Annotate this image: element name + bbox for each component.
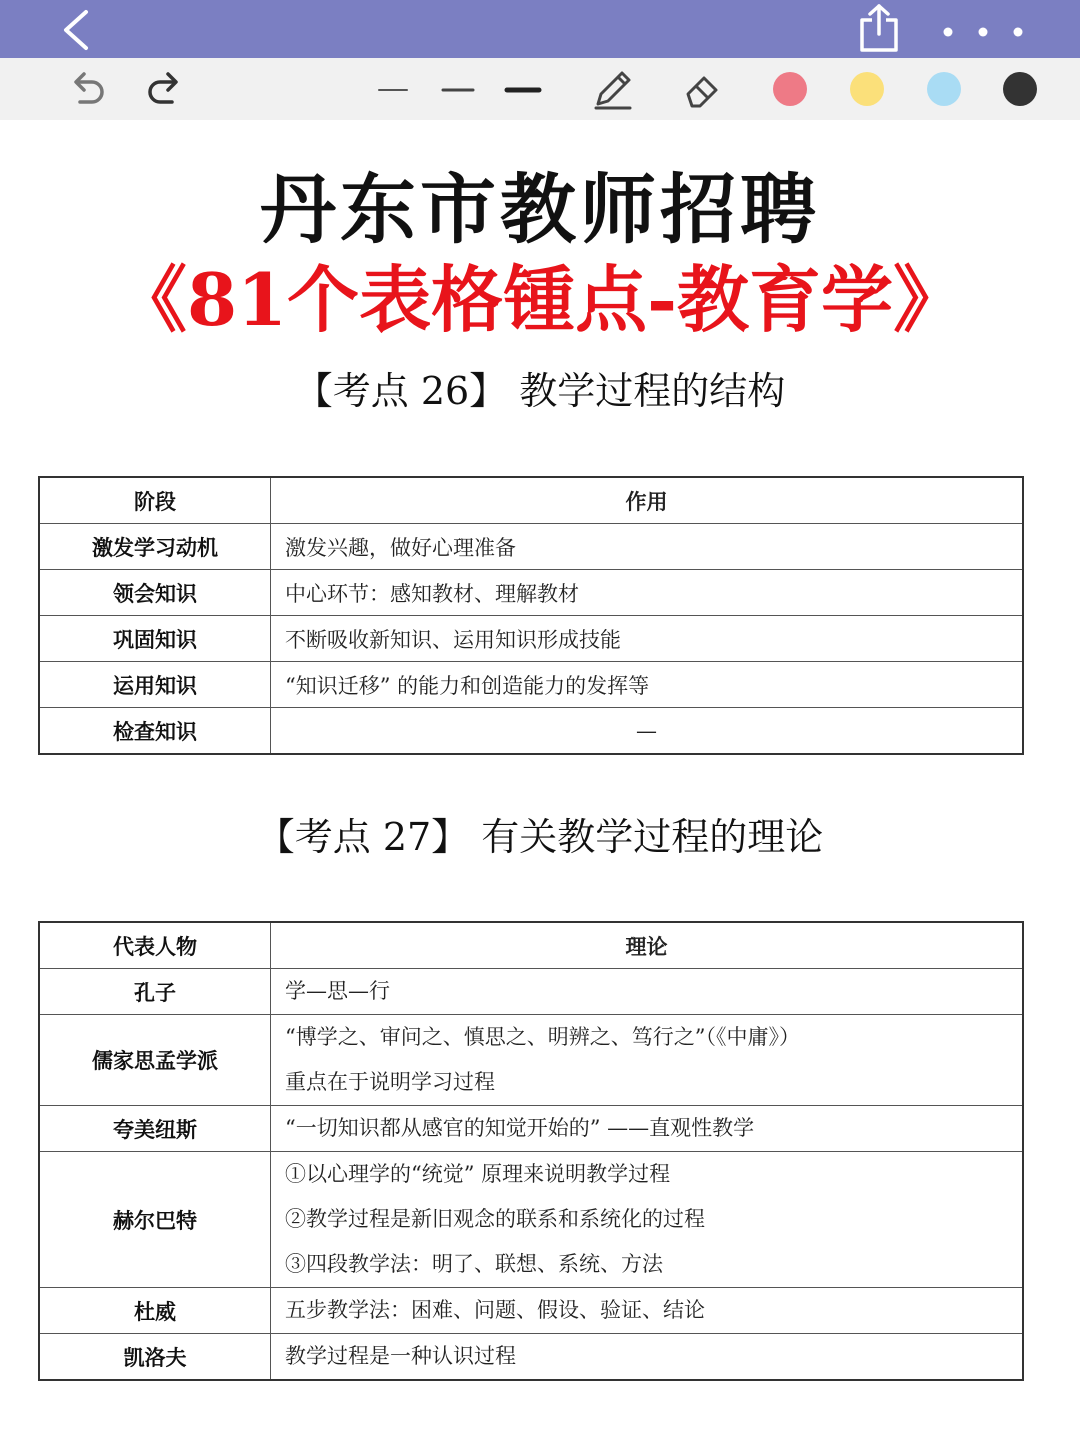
thin-line-icon[interactable] xyxy=(376,80,410,100)
column-header-role: 作用 xyxy=(271,477,1024,524)
top-nav-bar xyxy=(0,0,1080,58)
table-row xyxy=(39,1015,1023,1106)
stage-cell: 运用知识 xyxy=(39,662,271,708)
person-cell: 夸美纽斯 xyxy=(39,1106,271,1152)
table-row xyxy=(39,524,1023,570)
table-row xyxy=(39,969,1023,1015)
theory-line: ③四段教学法：明了、联想、系统、方法 xyxy=(285,1252,663,1276)
person-cell: 凯洛夫 xyxy=(39,1334,271,1381)
theory-line: “一切知识都从感官的知觉开始的” ——直观性教学 xyxy=(285,1116,755,1140)
table-row xyxy=(39,1152,1023,1288)
table-row xyxy=(39,662,1023,708)
page-title: 丹东市教师招聘 xyxy=(260,165,820,254)
column-header-person: 代表人物 xyxy=(39,922,271,969)
stage-cell: 激发学习动机 xyxy=(39,524,271,570)
more-options-icon[interactable] xyxy=(938,20,1028,40)
theory-cell xyxy=(271,1334,1024,1381)
table-row xyxy=(39,570,1023,616)
page-subtitle: 《81个表格锺点-教育学》 xyxy=(114,257,966,342)
theory-cell xyxy=(271,1152,1024,1288)
table-header-row xyxy=(39,922,1023,969)
theory-line: ①以心理学的“统觉” 原理来说明教学过程 xyxy=(285,1162,671,1186)
back-arrow-icon[interactable] xyxy=(58,8,98,52)
redo-icon[interactable] xyxy=(142,68,186,108)
yellow-color-swatch[interactable] xyxy=(850,72,884,106)
share-icon[interactable] xyxy=(856,2,902,54)
section-26-heading: 【考点 26】 教学过程的结构 xyxy=(294,369,786,413)
table-header-row xyxy=(39,477,1023,524)
theory-cell xyxy=(271,1288,1024,1334)
person-cell: 赫尔巴特 xyxy=(39,1152,271,1288)
role-cell: “知识迁移” 的能力和创造能力的发挥等 xyxy=(271,662,1024,708)
theory-cell xyxy=(271,1106,1024,1152)
person-cell: 儒家思孟学派 xyxy=(39,1015,271,1106)
pencil-icon[interactable] xyxy=(590,66,636,112)
theory-line: ②教学过程是新旧观念的联系和系统化的过程 xyxy=(285,1207,705,1231)
stage-cell: 检查知识 xyxy=(39,708,271,755)
column-header-stage: 阶段 xyxy=(39,477,271,524)
drawing-toolbar xyxy=(0,58,1080,120)
pink-color-swatch[interactable] xyxy=(773,72,807,106)
person-cell: 杜威 xyxy=(39,1288,271,1334)
eraser-icon[interactable] xyxy=(678,66,724,112)
process-structure-table xyxy=(38,476,1024,755)
theory-line: 教学过程是一种认识过程 xyxy=(285,1344,516,1368)
theory-cell xyxy=(271,969,1024,1015)
thick-line-icon[interactable] xyxy=(504,80,542,100)
theory-line: “博学之、审问之、慎思之、明辨之、笃行之”（《中庸》） xyxy=(285,1025,800,1049)
role-cell: 中心环节：感知教材、理解教材 xyxy=(271,570,1024,616)
blue-color-swatch[interactable] xyxy=(927,72,961,106)
theory-line: 五步教学法：困难、问题、假设、验证、结论 xyxy=(285,1298,705,1322)
table-row xyxy=(39,708,1023,755)
table-row xyxy=(39,1106,1023,1152)
black-color-swatch[interactable] xyxy=(1003,72,1037,106)
column-header-theory: 理论 xyxy=(271,922,1024,969)
table-row xyxy=(39,1288,1023,1334)
stage-cell: 领会知识 xyxy=(39,570,271,616)
undo-icon[interactable] xyxy=(66,68,110,108)
theory-line: 重点在于说明学习过程 xyxy=(285,1070,495,1094)
medium-line-icon[interactable] xyxy=(440,80,476,100)
table-row xyxy=(39,616,1023,662)
role-cell: 不断吸收新知识、运用知识形成技能 xyxy=(271,616,1024,662)
person-cell: 孔子 xyxy=(39,969,271,1015)
theory-line: 学—思—行 xyxy=(285,979,390,1003)
role-cell: 激发兴趣，做好心理准备 xyxy=(271,524,1024,570)
table-row xyxy=(39,1334,1023,1381)
section-27-heading: 【考点 27】 有关教学过程的理论 xyxy=(256,815,824,859)
process-theory-table xyxy=(38,921,1024,1381)
role-cell: — xyxy=(271,708,1024,755)
stage-cell: 巩固知识 xyxy=(39,616,271,662)
theory-cell xyxy=(271,1015,1024,1106)
